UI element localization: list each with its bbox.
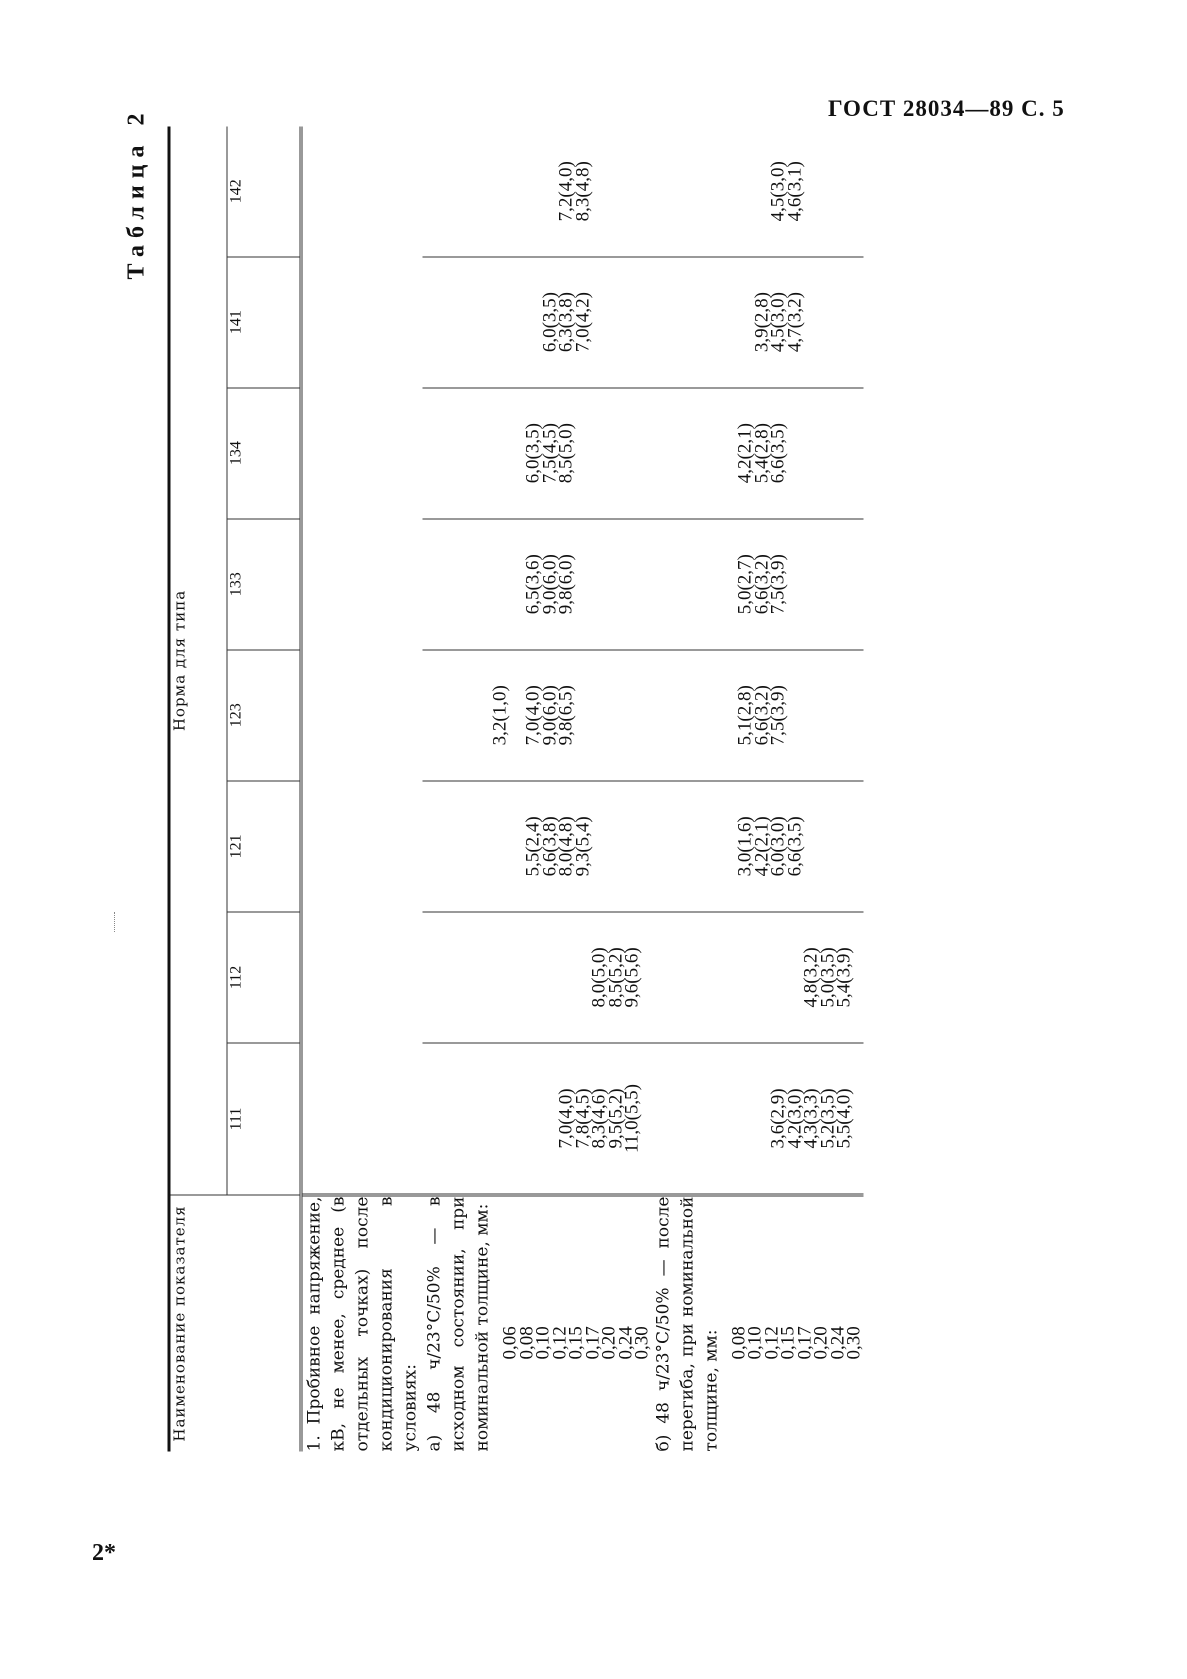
norm-value: 6,6(3,5) bbox=[767, 423, 789, 484]
norm-value: 8,5(5,2) bbox=[605, 947, 626, 1008]
norm-value: 9,0(6,0) bbox=[539, 554, 560, 615]
thickness-value: 0,17 bbox=[794, 1326, 815, 1360]
thickness-list bbox=[728, 1197, 865, 1452]
thickness-value: 0,17 bbox=[582, 1326, 603, 1360]
norm-value: 4,3(3,3) bbox=[800, 1088, 822, 1149]
value-cell-142 bbox=[423, 127, 652, 257]
norm-value: 7,8(4,5) bbox=[572, 1088, 593, 1149]
page-mark: 2* bbox=[92, 1540, 116, 1566]
value-cell-111 bbox=[651, 1043, 863, 1195]
section-a-label-cell bbox=[423, 1195, 652, 1452]
norm-value: 6,6(3,5) bbox=[784, 816, 805, 877]
norm-value: 5,1(2,8) bbox=[734, 685, 756, 746]
norm-value: 5,5(4,0) bbox=[833, 1088, 855, 1149]
norm-value: 9,8(6,0) bbox=[555, 554, 577, 615]
indicator-title-row bbox=[301, 127, 423, 1452]
norm-value: 8,0(5,0) bbox=[588, 947, 610, 1008]
norm-value: 6,0(3,5) bbox=[522, 423, 544, 484]
header-norm-group: Норма для типа bbox=[169, 127, 227, 1196]
value-cell-134 bbox=[423, 388, 652, 519]
norm-value: 11,0(5,5) bbox=[621, 1084, 643, 1153]
thickness-value: 0,08 bbox=[516, 1326, 537, 1360]
norm-value: 4,7(3,2) bbox=[784, 292, 805, 353]
thickness-value: 0,12 bbox=[549, 1326, 570, 1360]
table-caption: Таблица 2 bbox=[123, 106, 150, 280]
norm-value: 3,6(2,9) bbox=[767, 1088, 789, 1149]
thickness-value: 0,24 bbox=[827, 1326, 848, 1360]
norm-value: 7,5(3,9) bbox=[767, 554, 789, 615]
data-table bbox=[168, 127, 864, 1452]
thickness-value: 0,10 bbox=[532, 1326, 554, 1360]
norm-value: 5,5(2,4) bbox=[522, 816, 544, 877]
value-cell-121 bbox=[423, 781, 652, 912]
section-label: б) 48 ч/23°С/50% — после перегиба, при номинальной толщине, мм: bbox=[653, 1196, 721, 1452]
empty-cell bbox=[301, 127, 423, 1196]
norm-value: 4,5(3,0) bbox=[767, 292, 789, 353]
thickness-value: 0,15 bbox=[565, 1326, 587, 1360]
page-header: ГОСТ 28034—89 С. 5 bbox=[828, 96, 1065, 121]
norm-value: 4,8(3,2) bbox=[800, 947, 822, 1008]
norm-value: 6,5(3,6) bbox=[522, 554, 544, 615]
section-a-row bbox=[423, 127, 652, 1452]
value-cell-123 bbox=[423, 650, 652, 781]
norm-value: 8,5(5,0) bbox=[555, 423, 577, 484]
value-cell-112 bbox=[651, 912, 863, 1043]
norm-value: 4,2(3,0) bbox=[784, 1088, 805, 1149]
norm-value: 3,2(1,0) bbox=[489, 685, 511, 746]
norm-value: 9,5(5,2) bbox=[605, 1088, 626, 1149]
norm-value: 5,2(3,5) bbox=[817, 1088, 838, 1149]
value-cell-133 bbox=[423, 519, 652, 650]
norm-value: 5,4(2,8) bbox=[751, 423, 772, 484]
value-cell-112 bbox=[423, 912, 652, 1043]
norm-value: 6,0(3,5) bbox=[539, 292, 560, 353]
norm-value: 5,4(3,9) bbox=[833, 947, 855, 1008]
norm-value: 4,2(2,1) bbox=[751, 816, 772, 877]
value-cell-141 bbox=[651, 257, 863, 388]
norm-value: 8,3(4,8) bbox=[572, 161, 593, 222]
norm-value: 6,0(3,0) bbox=[767, 816, 789, 877]
header-type-134: 134 bbox=[227, 388, 301, 519]
norm-value: 6,3(3,8) bbox=[555, 292, 577, 353]
header-type-112: 112 bbox=[227, 912, 301, 1043]
header-type-141: 141 bbox=[227, 257, 301, 388]
rotated-table-container bbox=[124, 77, 1054, 1452]
norm-value: 3,0(1,6) bbox=[734, 816, 756, 877]
norm-value: 4,6(3,1) bbox=[784, 161, 805, 222]
header-type-142: 142 bbox=[227, 127, 301, 257]
norm-value: 7,5(3,9) bbox=[767, 685, 789, 746]
norm-value: 4,5(3,0) bbox=[767, 161, 789, 222]
thickness-value: 0,10 bbox=[744, 1326, 766, 1360]
value-cell-123 bbox=[651, 650, 863, 781]
thickness-value: 0,06 bbox=[499, 1326, 521, 1360]
indicator-title: 1. Пробивное напряжение, кВ, не менее, среднее (в отдельных точках) после кондиционирования в условиях: bbox=[301, 1195, 423, 1452]
norm-value: 6,6(3,8) bbox=[539, 816, 560, 877]
section-label: а) 48 ч/23°С/50% — в исходном состоянии, при номинальной толщине, мм: bbox=[424, 1196, 493, 1452]
header-type-121: 121 bbox=[227, 781, 301, 912]
thickness-value: 0,12 bbox=[761, 1326, 782, 1360]
header-type-123: 123 bbox=[227, 650, 301, 781]
thickness-value: 0,08 bbox=[728, 1326, 749, 1360]
norm-value: 3,9(2,8) bbox=[751, 292, 772, 353]
norm-value: 7,0(4,0) bbox=[555, 1088, 577, 1149]
norm-value: 4,2(2,1) bbox=[734, 423, 756, 484]
norm-value: 7,2(4,0) bbox=[555, 161, 577, 222]
value-cell-142 bbox=[651, 127, 863, 257]
header-name-column: Наименование показателя bbox=[169, 1195, 301, 1452]
norm-value: 7,0(4,0) bbox=[522, 685, 544, 746]
header-type-133: 133 bbox=[227, 519, 301, 650]
norm-value: 6,6(3,2) bbox=[751, 685, 772, 746]
scan-artifact bbox=[114, 912, 116, 932]
norm-value: 9,6(5,6) bbox=[621, 947, 643, 1008]
value-cell-111 bbox=[423, 1043, 652, 1195]
norm-value: 9,3(5,4) bbox=[572, 816, 593, 877]
header-type-111: 111 bbox=[227, 1043, 301, 1195]
norm-value: 5,0(2,7) bbox=[734, 554, 756, 615]
norm-value: 5,0(3,5) bbox=[817, 947, 838, 1008]
norm-value: 8,0(4,8) bbox=[555, 816, 577, 877]
norm-value: 8,3(4,6) bbox=[588, 1088, 610, 1149]
value-cell-121 bbox=[651, 781, 863, 912]
norm-value: 9,8(6,5) bbox=[555, 685, 577, 746]
norm-value: 7,5(4,5) bbox=[539, 423, 560, 484]
norm-value: 6,6(3,2) bbox=[751, 554, 772, 615]
norm-value: 9,0(6,0) bbox=[539, 685, 560, 746]
section-b-label-cell bbox=[651, 1195, 863, 1452]
section-b-row bbox=[651, 127, 863, 1452]
thickness-value: 0,20 bbox=[598, 1326, 620, 1360]
thickness-list bbox=[499, 1197, 653, 1452]
thickness-value: 0,30 bbox=[843, 1326, 865, 1360]
value-cell-133 bbox=[651, 519, 863, 650]
norm-value: 7,0(4,2) bbox=[572, 292, 593, 353]
thickness-value: 0,30 bbox=[631, 1326, 653, 1360]
thickness-value: 0,15 bbox=[777, 1326, 799, 1360]
thickness-value: 0,24 bbox=[615, 1326, 636, 1360]
value-cell-141 bbox=[423, 257, 652, 388]
value-cell-134 bbox=[651, 388, 863, 519]
thickness-value: 0,20 bbox=[810, 1326, 832, 1360]
